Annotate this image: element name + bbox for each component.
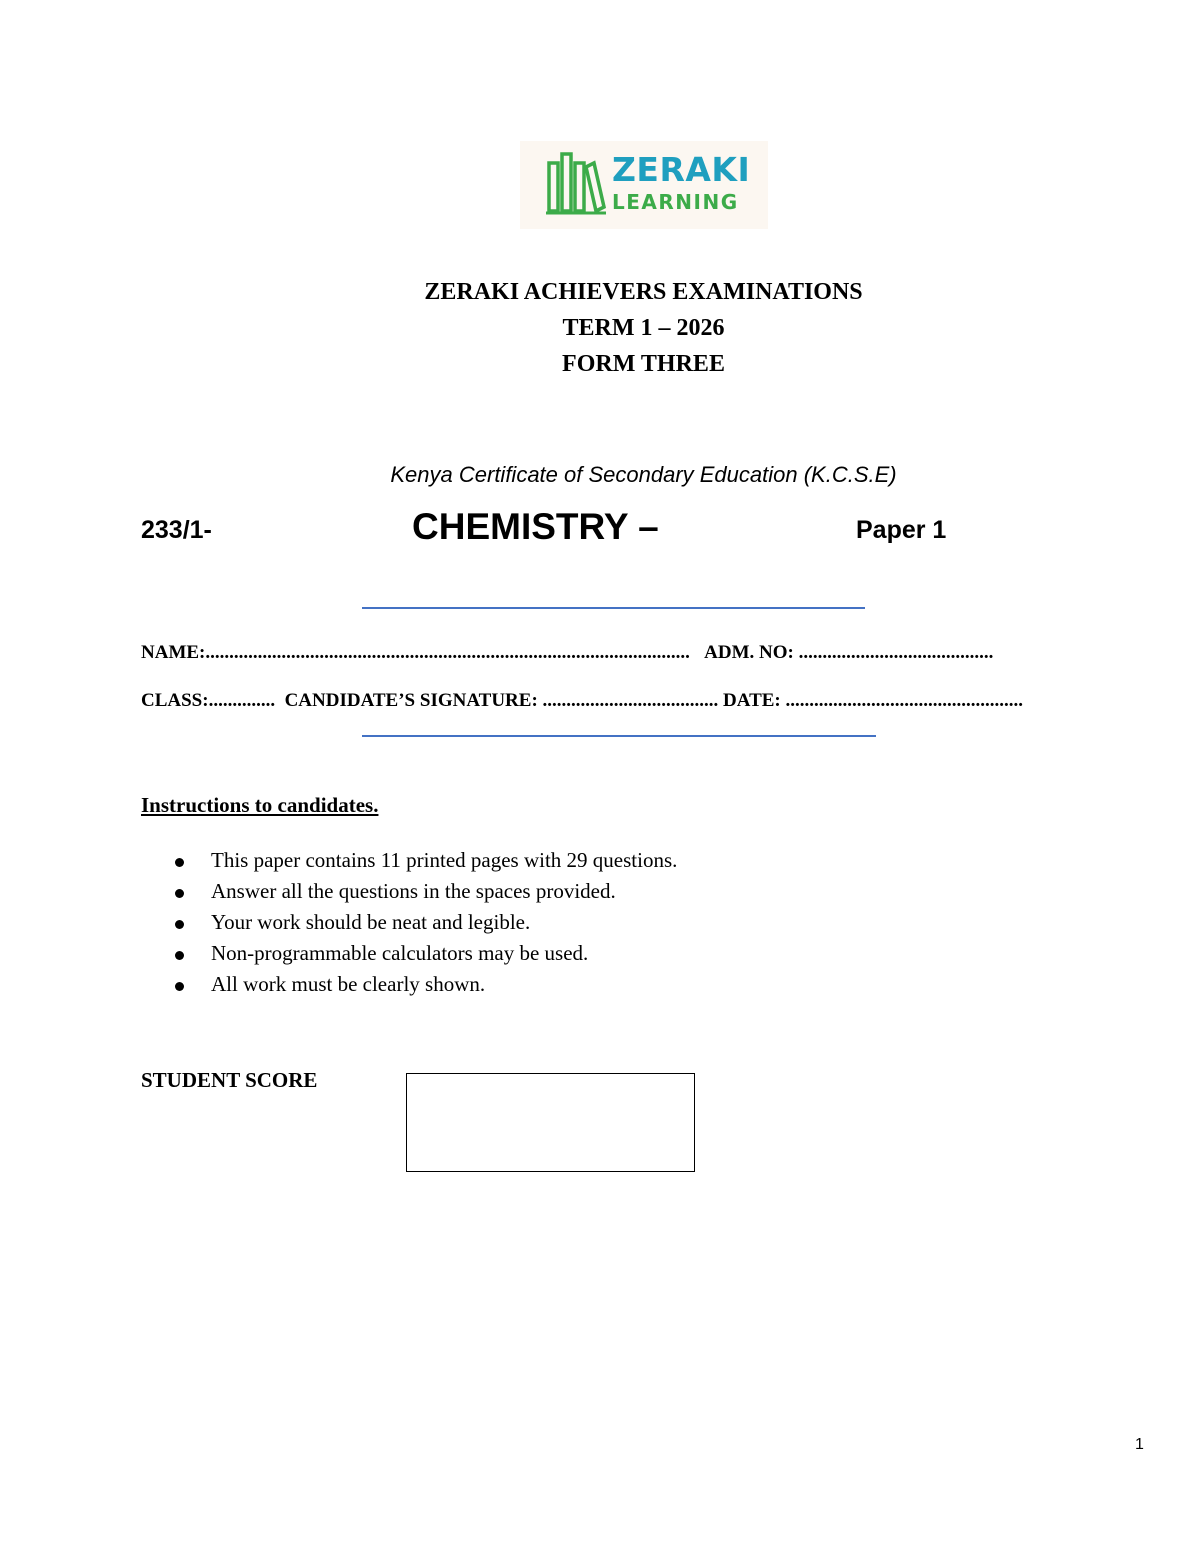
zeraki-learning-logo xyxy=(520,141,768,229)
bullet-icon xyxy=(175,889,184,898)
divider-bottom xyxy=(362,735,876,737)
instruction-text: Your work should be neat and legible. xyxy=(211,910,531,934)
instruction-text: This paper contains 11 printed pages with 29 questions. xyxy=(211,848,678,872)
logo-wordmark: ZERAKI xyxy=(612,150,751,189)
exam-form: FORM THREE xyxy=(562,351,725,377)
class-field[interactable]: .............. xyxy=(208,690,276,711)
books-logo-icon xyxy=(546,149,606,217)
subject-title: CHEMISTRY – xyxy=(412,506,659,547)
bullet-icon xyxy=(175,982,184,991)
adm-label: ADM. NO: xyxy=(704,642,794,663)
student-score-box[interactable] xyxy=(406,1073,695,1172)
divider-top xyxy=(362,607,865,609)
date-field[interactable]: .................................................. xyxy=(785,690,1023,711)
name-label: NAME: xyxy=(141,642,206,663)
adm-field[interactable]: ......................................... xyxy=(798,642,994,663)
list-item xyxy=(173,969,677,1000)
exam-term: TERM 1 – 2026 xyxy=(562,315,725,341)
name-adm-row xyxy=(141,643,993,662)
signature-field[interactable]: ..................................... xyxy=(542,690,719,711)
signature-label: CANDIDATE’S SIGNATURE: xyxy=(284,690,538,711)
list-item xyxy=(173,876,677,907)
instructions-list xyxy=(173,845,677,1000)
student-score-label: STUDENT SCORE xyxy=(141,1068,318,1092)
certificate-title: Kenya Certificate of Secondary Education (K.C.S.E) xyxy=(390,462,897,487)
class-label: CLASS: xyxy=(141,690,209,711)
instruction-text: Non-programmable calculators may be used. xyxy=(211,941,589,965)
bullet-icon xyxy=(175,858,184,867)
instruction-text: All work must be clearly shown. xyxy=(211,972,486,996)
list-item xyxy=(173,907,677,938)
list-item xyxy=(173,938,677,969)
paper-code: 233/1- xyxy=(141,516,212,544)
list-item xyxy=(173,845,677,876)
instruction-text: Answer all the questions in the spaces provided. xyxy=(211,879,616,903)
page-number: 1 xyxy=(1135,1436,1144,1453)
paper-number: Paper 1 xyxy=(856,516,947,544)
date-label: DATE: xyxy=(723,690,781,711)
instructions-title: Instructions to candidates. xyxy=(141,793,379,817)
class-signature-date-row xyxy=(141,691,1023,710)
bullet-icon xyxy=(175,920,184,929)
exam-title: ZERAKI ACHIEVERS EXAMINATIONS xyxy=(424,279,863,305)
name-field[interactable]: ...................................................................................................... xyxy=(205,642,690,663)
logo-tagline: LEARNING xyxy=(612,190,739,214)
bullet-icon xyxy=(175,951,184,960)
